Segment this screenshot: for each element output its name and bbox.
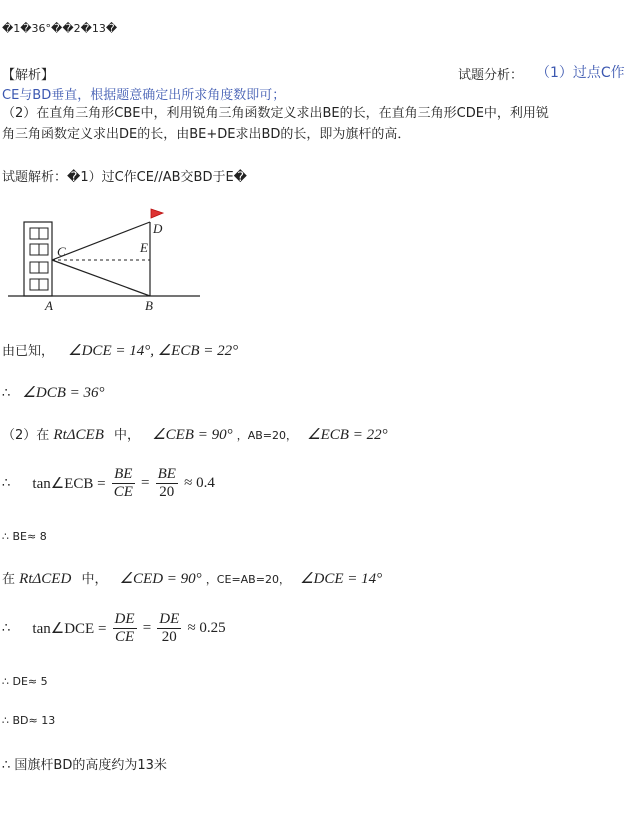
analysis-line1-tail: （1）过点C作 — [536, 65, 625, 81]
analysis-label: 试题分析： — [458, 68, 524, 83]
label-D: D — [153, 221, 163, 236]
analysis-line3: （2）在直角三角形CBE中，利用锐角三角函数定义求出BE的长，在直角三角形CDE中，利用锐 — [2, 106, 549, 121]
label-E: E — [140, 240, 148, 255]
analysis-line4: 角三角函数定义求出DE的长，由BE+DE求出BD的长，即为旗杆的高． — [2, 127, 411, 142]
step9: ∴ BD≈ 13 — [2, 714, 56, 727]
analysis-heading: 【解析】 — [2, 68, 55, 83]
label-A: A — [45, 298, 53, 313]
fraction-be-20: $\frac{BE}{20}$ — [157, 466, 176, 500]
label-C: C — [57, 244, 66, 259]
fraction-de-ce: $\frac{DE}{CE}$ — [114, 611, 135, 645]
step8: ∴ DE≈ 5 — [2, 675, 48, 688]
geometry-figure — [0, 200, 210, 315]
building-windows — [30, 228, 48, 290]
line-CB — [52, 260, 150, 296]
flag-icon — [151, 209, 163, 218]
solution-intro: 试题解析：�1）过C作CE//AB交BD于E� — [2, 170, 248, 185]
step10-conclusion: ∴ 国旗杆BD的高度约为13米 — [2, 758, 167, 773]
step4: ∴ tan∠ECB = $\frac{BE}{CE}$ = $\frac{BE}{20}$ ≈ 0.4 — [2, 466, 215, 500]
line-CD — [52, 222, 150, 260]
fraction-de-20: $\frac{DE}{20}$ — [159, 611, 180, 645]
analysis-line2: CE与BD垂直，根据题意确定出所求角度数即可； — [2, 88, 286, 103]
step5: ∴ BE≈ 8 — [2, 530, 47, 543]
fraction-be-ce: $\frac{BE}{CE}$ — [113, 466, 133, 500]
step3: （2）在 RtΔCEB 中， ∠CEB = 90° ，AB=20， ∠ECB = 22° — [2, 427, 388, 443]
top-answer-line: �1�36°��2�13� — [2, 22, 118, 35]
step7: ∴ tan∠DCE = $\frac{DE}{CE}$ = $\frac{DE}{20}$ ≈ 0.25 — [2, 611, 226, 645]
label-B: B — [145, 298, 153, 313]
step1: 由已知， ∠DCE = 14°, ∠ECB = 22° — [2, 343, 239, 359]
step2: ∴ ∠DCB = 36° — [2, 385, 105, 401]
step6: 在 RtΔCED 中， ∠CED = 90° ，CE=AB=20， ∠DCE = 14° — [2, 571, 383, 587]
